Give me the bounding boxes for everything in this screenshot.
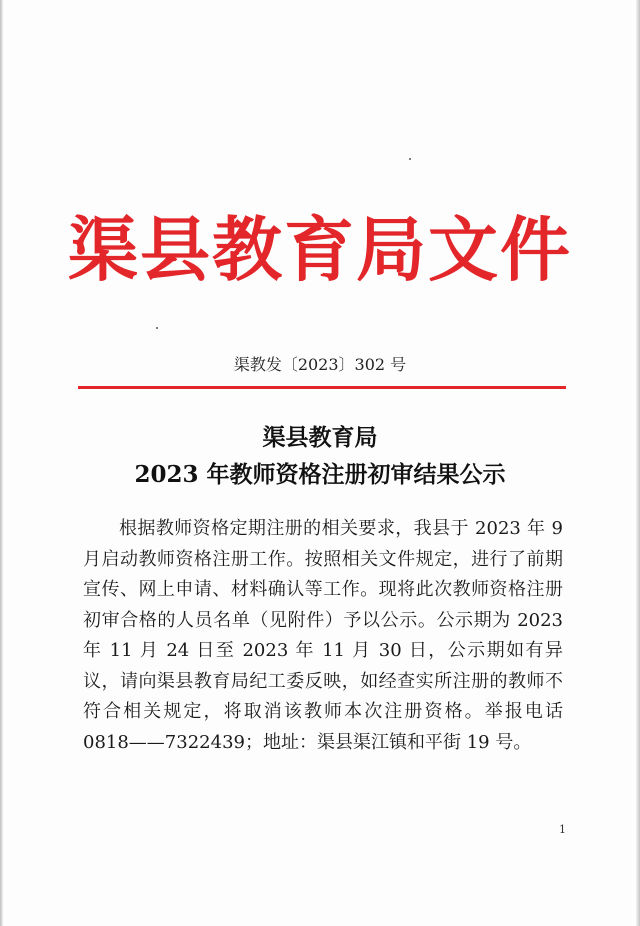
red-divider-line	[78, 386, 566, 389]
notice-body	[83, 514, 563, 758]
document-number: 渠教发〔2023〕302 号	[233, 355, 407, 374]
masthead-title: 渠县教育局文件	[68, 208, 572, 291]
scan-speck	[156, 327, 158, 329]
notice-issuer-title: 渠县教育局	[262, 424, 378, 451]
notice-paragraph: 根据教师资格定期注册的相关要求，我县于 2023 年 9 月启动教师资格注册工作。按照相关文件规定，进行了前期宣传、网上申请、材料确认等工作。现将此次教师资格注册初审合格的人员名单（见附件）予以公示。公示期为 2023 年 11 月 24 日至 2023 年 11 月 30 日，公示期如有异议，请向渠县教育局纪工委反映，如经查实所注册的教师不符合相关规定，将取消该教师本次注册资格。举报电话 0818——7322439；地址：渠县渠江镇和平街 19 号。	[83, 518, 563, 753]
page-number: 1	[559, 823, 566, 836]
scan-speck	[409, 158, 411, 160]
notice-title: 2023 年教师资格注册初审结果公示	[134, 461, 506, 488]
